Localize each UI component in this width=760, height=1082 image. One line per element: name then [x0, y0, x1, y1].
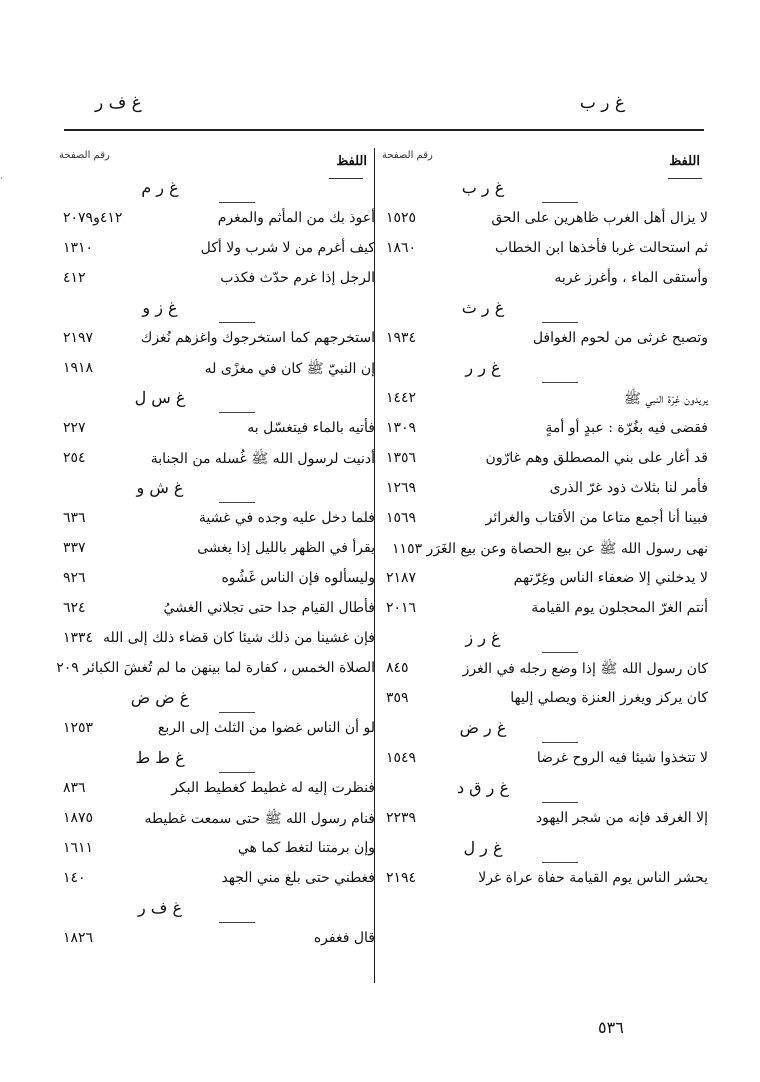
root-heading — [55, 176, 375, 206]
index-entry — [55, 416, 375, 446]
entry-phrase: يقرأ في الظهر بالليل إذا يغشى — [197, 540, 375, 556]
root-underline — [542, 382, 578, 383]
index-entry — [55, 806, 375, 836]
word-column-label: اللفظ — [669, 154, 700, 169]
right-column-body — [378, 176, 708, 896]
root-underline — [542, 862, 578, 863]
index-entry — [55, 596, 375, 626]
entry-page-number: ٢٥٤ — [63, 450, 86, 466]
entry-page-number: ١٤٠ — [63, 870, 86, 886]
index-entry — [378, 656, 708, 686]
entry-phrase: كان رسول الله ﷺ إذا وضع رجله في الغرز — [462, 661, 708, 677]
entry-phrase: فلما دخل عليه وجده في غشية — [198, 510, 375, 526]
index-entry — [55, 626, 375, 656]
entry-phrase: ثم استحالت غربا فأخذها ابن الخطاب — [494, 240, 708, 256]
header-rule — [64, 129, 704, 131]
root-letters: غ ز و — [142, 298, 178, 317]
left-column — [55, 148, 375, 956]
entry-phrase: الرجل إذا غرم حدّث فكذب — [220, 270, 375, 286]
entry-page-number: ٩٢٦ — [63, 570, 86, 586]
margin-mark: · — [0, 174, 3, 183]
entry-page-number: ١٣٣٤ — [63, 630, 94, 646]
root-heading — [55, 746, 375, 776]
entry-phrase: فغطني حتى بلغ مني الجهد — [221, 870, 375, 886]
index-entry — [55, 836, 375, 866]
entry-phrase: فنام رسول الله ﷺ حتى سمعت غطيطه — [144, 811, 375, 827]
root-underline — [219, 712, 255, 713]
entry-page-number: ٣٣٧ — [63, 540, 86, 556]
root-underline — [542, 322, 578, 323]
root-heading — [55, 386, 375, 416]
index-entry — [378, 596, 708, 626]
entry-phrase: وتصبح غرثى من لحوم الغوافل — [532, 330, 708, 346]
entry-page-number: ١٥٢٥ — [386, 210, 417, 226]
index-entry — [378, 866, 708, 896]
entry-phrase: وإن برمتنا لتغط كما هي — [237, 840, 375, 856]
entry-phrase: يريدون غِرّة النبي ﷺ — [624, 391, 708, 407]
running-header-left: غ ف ر — [95, 93, 142, 113]
entry-page-number: ١٤٤٢ — [386, 390, 417, 406]
index-entry — [55, 566, 375, 596]
index-entry — [378, 266, 708, 296]
entry-page-number: ١٦١١ — [63, 840, 94, 856]
root-heading — [55, 296, 375, 326]
entry-phrase: وليسألوه فإن الناس غَشُوه — [221, 570, 375, 586]
right-column-header — [378, 148, 708, 176]
entry-page-number: ١٣٥٦ — [386, 450, 417, 466]
entry-page-number: ١٣٠٩ — [386, 420, 417, 436]
root-heading — [55, 896, 375, 926]
root-underline — [542, 202, 578, 203]
root-letters: غ ر ث — [461, 298, 505, 317]
index-entry — [378, 326, 708, 356]
entry-phrase: قد أغار على بني المصطلق وهم غارّون — [485, 450, 708, 466]
entry-page-number: ٢١٩٤ — [386, 870, 417, 886]
root-underline — [542, 652, 578, 653]
entry-page-number: ٦٢٤ — [63, 600, 86, 616]
entry-page-number: ٢٠١٦ — [386, 600, 417, 616]
root-underline — [219, 202, 255, 203]
root-underline — [219, 322, 255, 323]
entry-page-number: ٢٢٣٩ — [386, 810, 417, 826]
root-letters: غ ر ق د — [456, 778, 510, 797]
index-entry — [378, 806, 708, 836]
entry-page-number: ٨٣٦ — [63, 780, 86, 796]
index-entry — [55, 236, 375, 266]
entry-phrase: فبينا أنا أجمع متاعا من الأقتاب والغرائر — [485, 510, 708, 526]
entry-page-number: ١٩١٨ — [63, 360, 94, 376]
index-entry — [378, 476, 708, 506]
root-letters: غ ر ل — [463, 838, 503, 857]
entry-phrase: كيف أغرم من لا شرب ولا أكل — [200, 240, 375, 256]
running-header-right: غ ر ب — [579, 93, 625, 113]
entry-phrase: إلا الغرقد فإنه من شجر اليهود — [535, 810, 708, 826]
root-heading — [378, 176, 708, 206]
entry-phrase: لو أن الناس غضوا من الثلث إلى الربع — [157, 720, 375, 736]
entry-page-number: ٢٢٧ — [63, 420, 86, 436]
index-entry — [55, 656, 375, 686]
index-entry — [55, 326, 375, 356]
entry-phrase: وأستقى الماء ، وأغرز غربه — [554, 270, 708, 286]
root-letters: غ ط ط — [135, 748, 185, 767]
index-entry — [55, 266, 375, 296]
index-entry — [378, 536, 708, 566]
entry-phrase: كان يركز ويغرز العنزة ويصلي إليها — [510, 690, 708, 706]
root-letters: غ ر ض — [459, 718, 507, 737]
entry-page-number: ١٢٦٩ — [386, 480, 417, 496]
index-entry — [55, 866, 375, 896]
entry-phrase: فأتيه بالماء فيتغسّل به — [247, 420, 375, 436]
entry-phrase: قال فغفره — [313, 930, 375, 946]
root-underline — [219, 502, 255, 503]
entry-phrase: أنتم الغرّ المحجلون يوم القيامة — [531, 600, 708, 616]
index-entry — [55, 926, 375, 956]
index-entry — [55, 446, 375, 476]
entry-phrase: نهى رسول الله ﷺ عن بيع الحصاة وعن بيع الغَرَر ١١٥٣ — [392, 541, 708, 557]
root-heading — [55, 476, 375, 506]
root-letters: غ س ل — [134, 388, 186, 407]
root-letters: غ ر ر — [465, 358, 501, 377]
index-entry — [378, 746, 708, 776]
root-heading — [378, 836, 708, 866]
entry-page-number: ١٨٦٠ — [386, 240, 417, 256]
entry-phrase: يحشر الناس يوم القيامة حفاة عراة غرلا — [478, 870, 708, 886]
entry-phrase: لا تتخذوا شيئا فيه الروح غرضا — [536, 750, 708, 766]
entry-page-number: ٢١٩٧ — [63, 330, 94, 346]
index-entry — [55, 506, 375, 536]
root-underline — [542, 742, 578, 743]
root-heading — [55, 686, 375, 716]
index-entry — [378, 416, 708, 446]
page-column-label: رقم الصفحة — [59, 150, 110, 161]
entry-phrase: استخرجهم كما استخرجوك واغزهم نُغزك — [140, 330, 375, 346]
root-letters: غ ش و — [136, 478, 184, 497]
index-entry — [55, 776, 375, 806]
index-entry — [378, 566, 708, 596]
index-entry — [378, 506, 708, 536]
entry-page-number: ٤١٢ — [63, 270, 86, 286]
left-column-body — [55, 176, 375, 956]
root-heading — [378, 626, 708, 656]
index-entry — [378, 386, 708, 416]
entry-phrase: أدنيت لرسول الله ﷺ غُسله من الجنابة — [150, 451, 375, 467]
root-letters: غ ر ب — [461, 178, 505, 197]
left-column-header — [55, 148, 375, 176]
root-heading — [378, 776, 708, 806]
index-entry — [378, 686, 708, 716]
root-letters: غ ف ر — [137, 898, 183, 917]
entry-phrase: أعوذ بك من المأثم والمغرم — [217, 210, 375, 226]
entry-page-number: ١٢٥٣ — [63, 720, 94, 736]
entry-phrase: إن النبيّ ﷺ كان في مغزًى له — [204, 361, 375, 377]
index-entry — [378, 206, 708, 236]
entry-page-number: ٨٤٥ — [386, 660, 409, 676]
root-heading — [378, 716, 708, 746]
entry-page-number: ١٨٢٦ — [63, 930, 94, 946]
entry-page-number: ٢١٨٧ — [386, 570, 417, 586]
entry-page-number: ٤١٢و٢٠٧٩ — [63, 210, 123, 226]
entry-page-number: ١٩٣٤ — [386, 330, 417, 346]
entry-page-number: ٦٣٦ — [63, 510, 86, 526]
word-column-label: اللفظ — [336, 154, 367, 169]
root-letters: غ ر م — [141, 178, 179, 197]
page-column-label: رقم الصفحة — [382, 150, 433, 161]
entry-phrase: فنظرت إليه له غطيط كغطيط البكر — [171, 780, 375, 796]
root-letters: غ ض ض — [130, 688, 190, 707]
root-heading — [378, 296, 708, 326]
entry-phrase: الصلاة الخمس ، كفارة لما بينهن ما لم تُغشَ الكبائر ٢٠٩ — [56, 660, 375, 676]
root-heading — [378, 356, 708, 386]
root-underline — [542, 802, 578, 803]
entry-page-number: ١٥٤٩ — [386, 750, 417, 766]
entry-page-number: ٣٥٩ — [386, 690, 409, 706]
entry-page-number: ١٨٧٥ — [63, 810, 94, 826]
entry-phrase: لا يزال أهل الغرب ظاهرين على الحق — [491, 210, 708, 226]
entry-phrase: فأمر لنا بثلاث ذود غرّ الذرى — [549, 480, 708, 496]
right-column — [378, 148, 708, 896]
entry-page-number: ١٣١٠ — [63, 240, 94, 256]
root-underline — [219, 922, 255, 923]
index-entry — [378, 446, 708, 476]
index-entry — [55, 536, 375, 566]
page-number: ٥٣٦ — [598, 1018, 624, 1037]
entry-phrase: فإن غشينا من ذلك شيئا كان قضاء ذلك إلى الله — [102, 630, 375, 646]
entry-phrase: لا يدخلني إلا ضعفاء الناس وغِرّتهم — [513, 570, 708, 586]
root-underline — [219, 412, 255, 413]
index-entry — [378, 236, 708, 266]
index-entry — [55, 206, 375, 236]
entry-phrase: فأطال القيام جدا حتى تجلاني الغشيُ — [163, 600, 375, 616]
entry-phrase: فقضى فيه بغُرّة : عبدٍ أو أمةٍ — [545, 420, 708, 436]
root-underline — [219, 772, 255, 773]
index-entry — [55, 356, 375, 386]
index-entry — [55, 716, 375, 746]
entry-page-number: ١٥٦٩ — [386, 510, 417, 526]
root-letters: غ ر ز — [465, 628, 501, 647]
